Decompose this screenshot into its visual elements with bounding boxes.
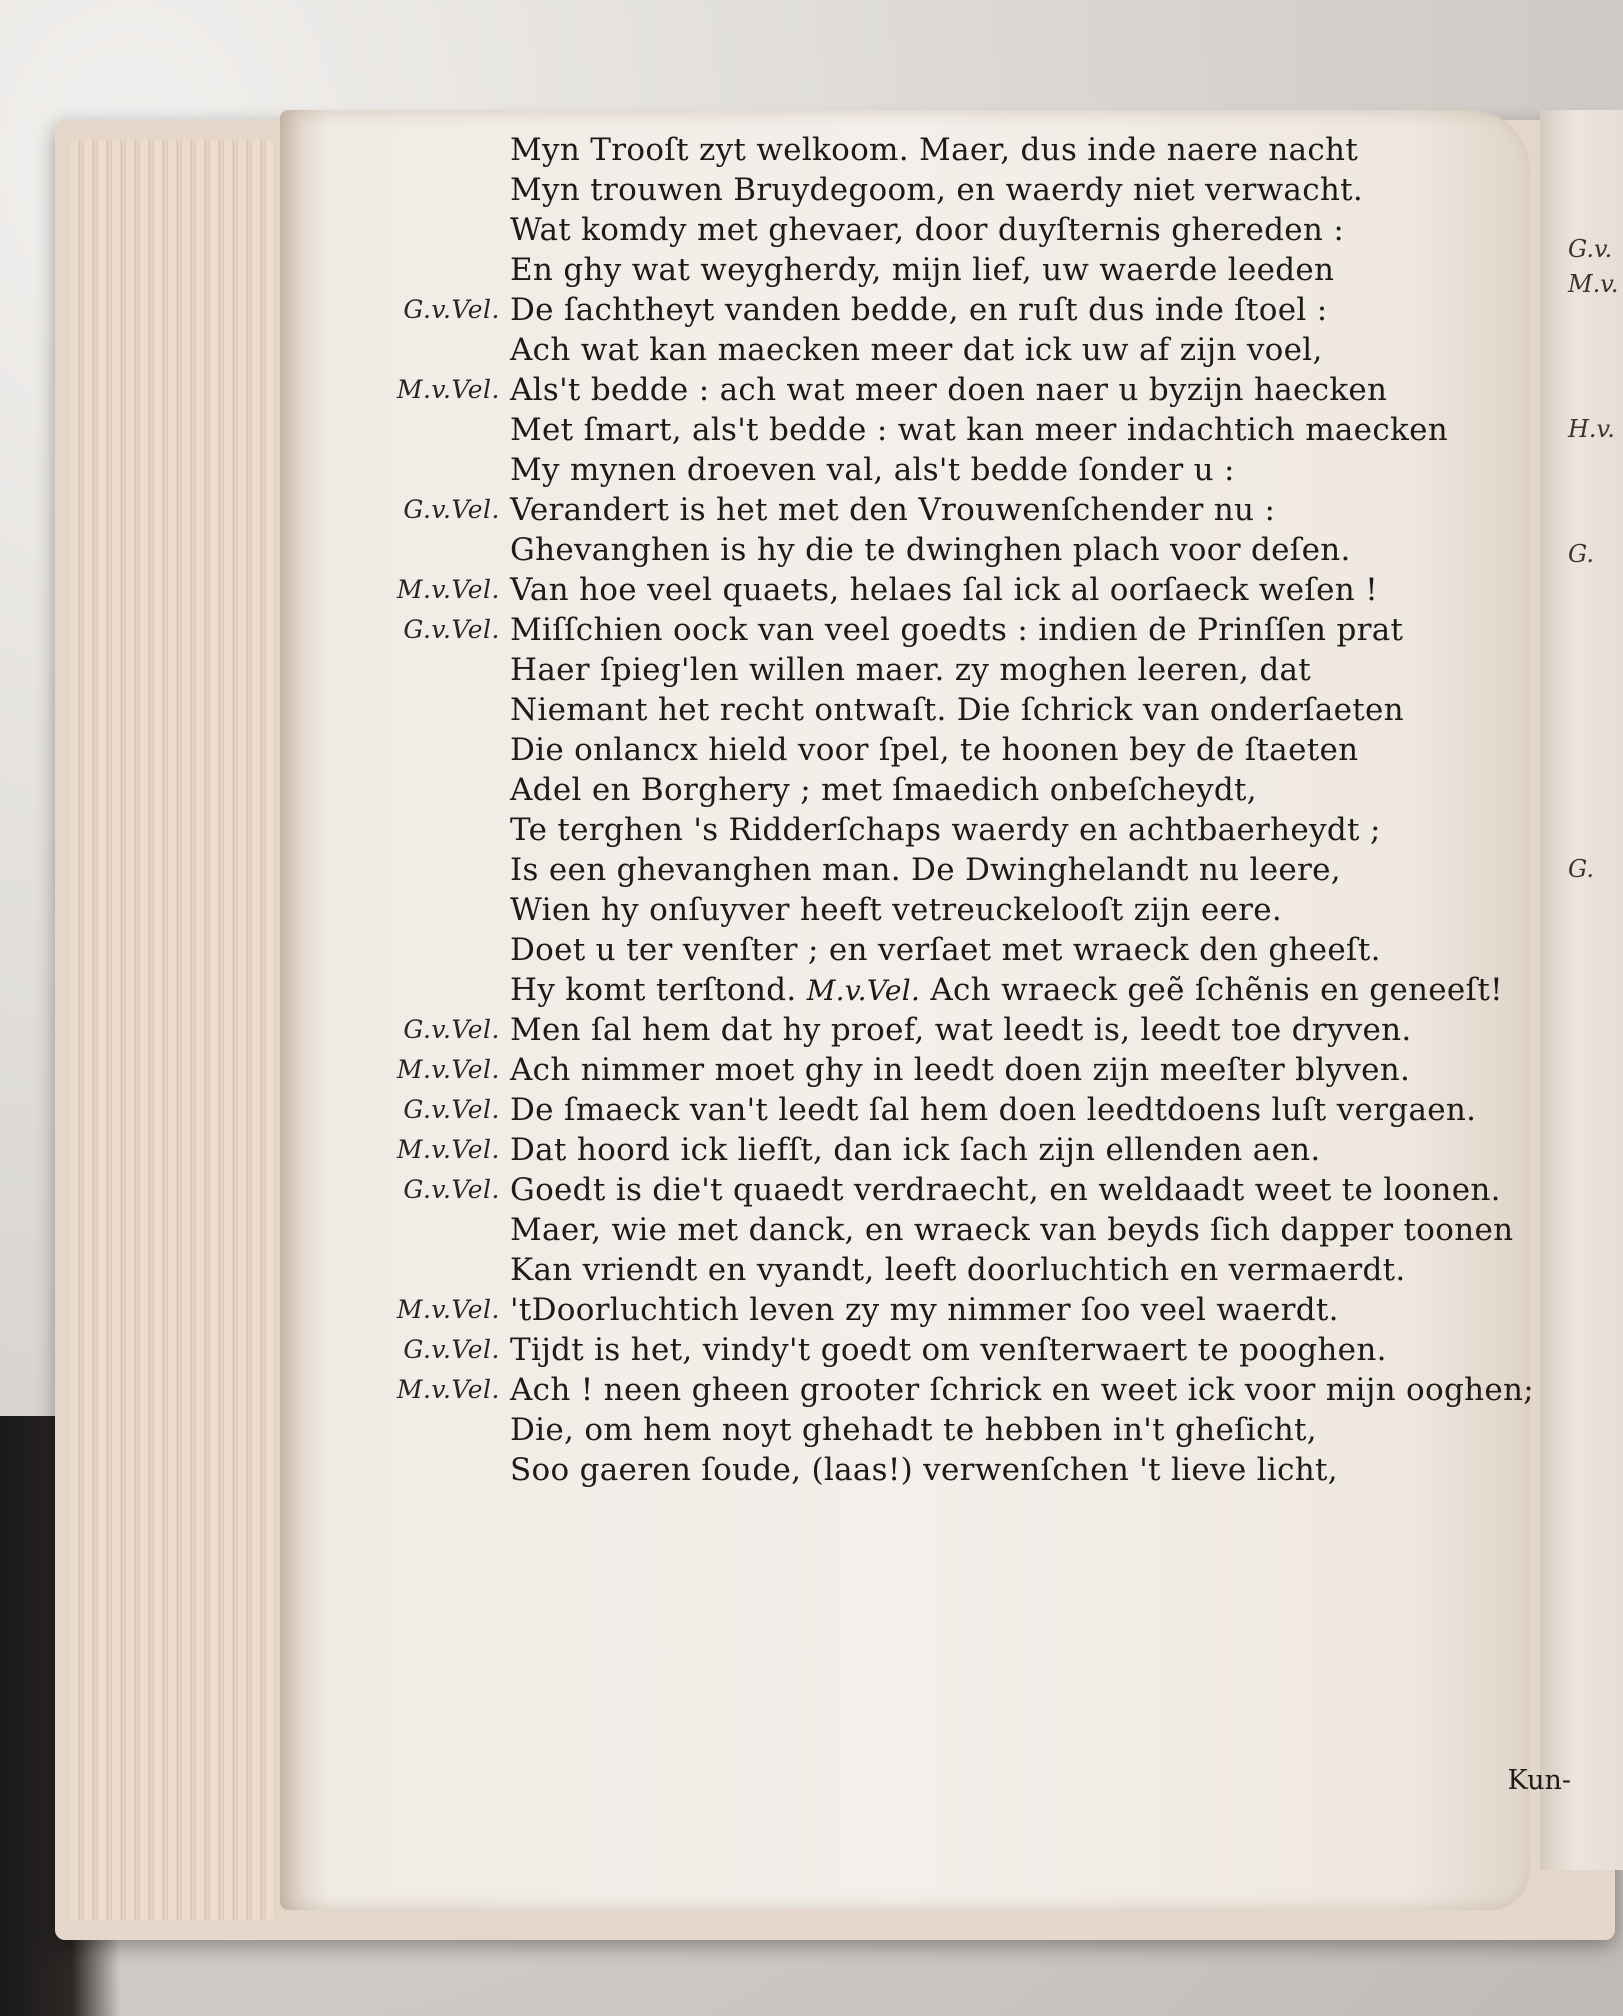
verse-segment: Ach wat kan maecken meer dat ick uw af zijn voel, (510, 332, 1323, 368)
verse-line (330, 530, 1550, 570)
verse-text-line (510, 1330, 1387, 1370)
verse-line (330, 210, 1550, 250)
verse-line (330, 370, 1550, 410)
verse-text-line (510, 890, 1282, 930)
speaker-label: M.v.Vel. (396, 1055, 500, 1084)
verse-text-line (510, 130, 1358, 170)
verse-line (330, 1010, 1550, 1050)
verse-text-line (510, 970, 1503, 1011)
verse-segment: De ſachtheyt vanden bedde, en ruſt dus inde ſtoel : (510, 292, 1328, 328)
verse-line (330, 1450, 1550, 1490)
verse-segment: Wat komdy met ghevaer, door duyſternis ghereden : (510, 212, 1345, 248)
verse-text-line (510, 610, 1403, 650)
verse-segment: Myn Trooſt zyt welkoom. Maer, dus inde naere nacht (510, 132, 1359, 168)
verse-segment: Goedt is die't quaedt verdraecht, en weldaadt weet te loonen. (510, 1172, 1501, 1208)
facing-page-label: H.v. (1568, 415, 1615, 443)
verse-segment: Men ſal hem dat hy proef, wat leedt is, leedt toe dryven. (510, 1012, 1412, 1048)
verse-line (330, 410, 1550, 450)
verse-segment: En ghy wat weygherdy, mijn lief, uw waerde leeden (510, 252, 1335, 288)
verse-text-line (510, 1210, 1513, 1250)
speaker-label: G.v.Vel. (403, 1335, 500, 1364)
speaker-label: M.v.Vel. (396, 575, 500, 604)
verse-text-line (510, 650, 1311, 690)
facing-page (1540, 110, 1623, 1870)
verse-text-line (510, 1010, 1412, 1050)
verse-text-line (510, 1170, 1501, 1210)
verse-line (330, 1170, 1550, 1210)
verse-text-line (510, 1290, 1339, 1330)
verse-segment: 'tDoorluchtich leven zy my nimmer ſoo veel waerdt. (510, 1292, 1339, 1328)
facing-page-label: G. (1568, 855, 1594, 883)
verse-text (330, 130, 1550, 1490)
speaker-label: G.v.Vel. (403, 615, 500, 644)
verse-text-line (510, 690, 1404, 730)
verse-line (330, 690, 1550, 730)
verse-text-line (510, 1410, 1317, 1450)
verse-segment: Die onlancx hield voor ſpel, te hoonen bey de ſtaeten (510, 732, 1359, 768)
facing-page-label: G. (1568, 540, 1594, 568)
verse-line (330, 250, 1550, 290)
verse-segment: Adel en Borghery ; met ſmaedich onbeſcheydt, (510, 772, 1257, 808)
verse-line (330, 1330, 1550, 1370)
verse-text-line (510, 170, 1363, 210)
verse-segment: Ach wraeck geẽ ſchẽnis en geneeſt! (930, 972, 1503, 1008)
verse-line (330, 1250, 1550, 1290)
verse-segment: My mynen droeven val, als't bedde ſonder u : (510, 452, 1235, 488)
verse-text-line (510, 1370, 1534, 1410)
catchword: Kun- (1507, 1765, 1571, 1796)
verse-line (330, 610, 1550, 650)
verse-segment: Ghevanghen is hy die te dwinghen plach voor deſen. (510, 532, 1351, 568)
verse-text-line (510, 530, 1351, 570)
verse-segment: Als't bedde : ach wat meer doen naer u byzijn haecken (510, 372, 1388, 408)
verse-segment: Hy komt terſtond. (510, 972, 797, 1008)
facing-page-label: G.v. (1568, 235, 1613, 263)
verse-segment: Haer ſpieg'len willen maer. zy moghen leeren, dat (510, 652, 1312, 688)
verse-line (330, 490, 1550, 530)
verse-line (330, 1090, 1550, 1130)
verse-line (330, 890, 1550, 930)
verse-line (330, 170, 1550, 210)
verse-text-line (510, 1250, 1406, 1290)
verse-line (330, 1410, 1550, 1450)
verse-text-line (510, 1130, 1321, 1170)
speaker-label: M.v.Vel. (396, 1295, 500, 1324)
verse-text-line (510, 730, 1358, 770)
verse-text-line (510, 250, 1334, 290)
verse-segment: Doet u ter venſter ; en verſaet met wraeck den gheeſt. (510, 932, 1381, 968)
verse-text-line (510, 1090, 1476, 1130)
verse-text-line (510, 450, 1235, 490)
verse-segment: Ach nimmer moet ghy in leedt doen zijn meeſter blyven. (510, 1052, 1411, 1088)
verse-line (330, 1290, 1550, 1330)
speaker-label: M.v.Vel. (396, 1135, 500, 1164)
speaker-label: G.v.Vel. (403, 1095, 500, 1124)
speaker-label: M.v.Vel. (396, 375, 500, 404)
verse-segment: De ſmaeck van't leedt ſal hem doen leedtdoens luſt vergaen. (510, 1092, 1477, 1128)
verse-segment: Wien hy onſuyver heeft vetreuckelooſt zijn eere. (510, 892, 1283, 928)
verse-segment: Maer, wie met danck, en wraeck van beyds ſich dapper toonen (510, 1212, 1514, 1248)
verse-text-line (510, 490, 1275, 530)
verse-segment: Dat hoord ick liefſt, dan ick ſach zijn ellenden aen. (510, 1132, 1321, 1168)
verse-line (330, 850, 1550, 890)
verse-segment: Niemant het recht ontwaſt. Die ſchrick van onderſaeten (510, 692, 1404, 728)
verse-line (330, 1050, 1550, 1090)
verse-text-line (510, 850, 1341, 890)
speaker-label: G.v.Vel. (403, 295, 500, 324)
page-edges (70, 140, 275, 1920)
verse-segment: Soo gaeren ſoude, (laas!) verwenſchen 't lieve licht, (510, 1452, 1338, 1488)
verse-line (330, 130, 1550, 170)
verse-line (330, 770, 1550, 810)
verse-text-line (510, 570, 1378, 610)
verse-line (330, 930, 1550, 970)
verse-segment: Met ſmart, als't bedde : wat kan meer indachtich maecken (510, 412, 1448, 448)
inline-speaker-label: M.v.Vel. (806, 974, 921, 1007)
verse-line (330, 970, 1550, 1010)
verse-segment: Te terghen 's Ridderſchaps waerdy en achtbaerheydt ; (510, 812, 1381, 848)
verse-line (330, 1210, 1550, 1250)
verse-line (330, 1370, 1550, 1410)
verse-line (330, 330, 1550, 370)
verse-line (330, 650, 1550, 690)
verse-line (330, 450, 1550, 490)
verse-text-line (510, 210, 1344, 250)
speaker-label: G.v.Vel. (403, 495, 500, 524)
verse-text-line (510, 930, 1381, 970)
verse-text-line (510, 1050, 1410, 1090)
verse-line (330, 810, 1550, 850)
verse-text-line (510, 1450, 1338, 1490)
facing-page-label: M.v. (1568, 270, 1619, 298)
verse-text-line (510, 810, 1381, 850)
verse-segment: Die, om hem noyt ghehadt te hebben in't gheſicht, (510, 1412, 1317, 1448)
speaker-label: M.v.Vel. (396, 1375, 500, 1404)
verse-text-line (510, 330, 1323, 370)
verse-line (330, 730, 1550, 770)
verse-segment: Myn trouwen Bruydegoom, en waerdy niet verwacht. (510, 172, 1364, 208)
verse-text-line (510, 410, 1448, 450)
verse-text-line (510, 290, 1328, 330)
verse-line (330, 570, 1550, 610)
speaker-label: G.v.Vel. (403, 1015, 500, 1044)
verse-line (330, 290, 1550, 330)
verse-text-line (510, 370, 1387, 410)
verse-text-line (510, 770, 1257, 810)
verse-segment: Verandert is het met den Vrouwenſchender nu : (510, 492, 1276, 528)
verse-segment: Van hoe veel quaets, helaes ſal ick al oorſaeck weſen ! (510, 572, 1378, 608)
verse-segment: Ach ! neen gheen grooter ſchrick en weet ick voor mijn ooghen; (510, 1372, 1535, 1408)
speaker-label: G.v.Vel. (403, 1175, 500, 1204)
verse-segment: Tijdt is het, vindy't goedt om venſterwaert te pooghen. (510, 1332, 1387, 1368)
verse-line (330, 1130, 1550, 1170)
verse-segment: Miſſchien oock van veel goedts : indien de Prinſſen prat (510, 612, 1404, 648)
verse-segment: Kan vriendt en vyandt, leeft doorluchtich en vermaerdt. (510, 1252, 1406, 1288)
verse-segment: Is een ghevanghen man. De Dwinghelandt nu leere, (510, 852, 1341, 888)
